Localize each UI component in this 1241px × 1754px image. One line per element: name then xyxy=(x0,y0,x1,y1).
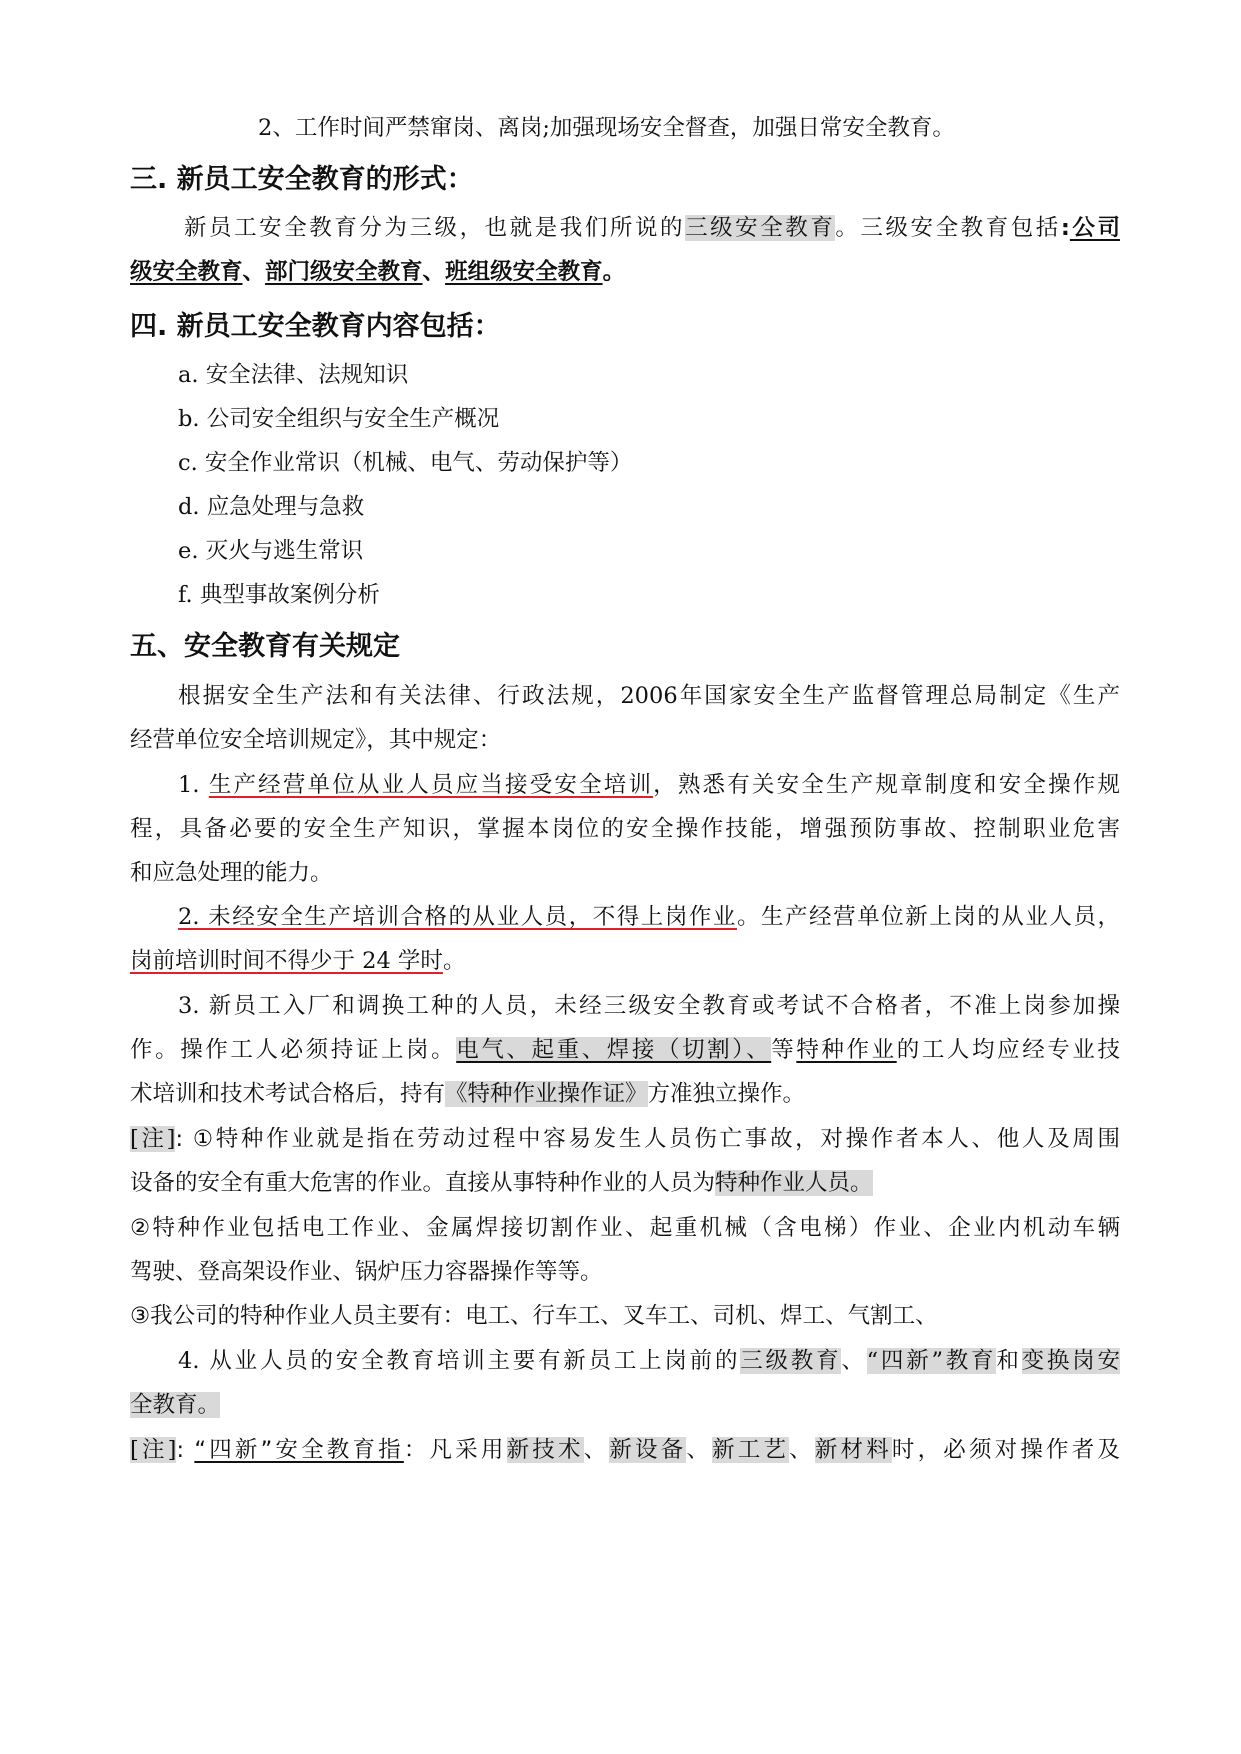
section-heading-5: 五、安全教育有关规定 xyxy=(130,631,400,662)
paragraph-line: 新员工安全教育分为三级，也就是我们所说的三级安全教育。三级安全教育包括:公司 xyxy=(184,215,1120,241)
paragraph-line: 4. 从业人员的安全教育培训主要有新员工上岗前的三级教育、“四新”教育和变换岗安 xyxy=(178,1348,1120,1374)
underlined-term: 特种作业 xyxy=(796,1037,897,1063)
paragraph-line: 作。操作工人必须持证上岗。电气、起重、焊接（切割）、等特种作业的工人均应经专业技 xyxy=(130,1037,1120,1063)
paragraph-line: 术培训和技术考试合格后，持有《特种作业操作证》方准独立操作。 xyxy=(130,1081,806,1107)
red-underlined-text: 岗前培训时间不得少于 24 学时 xyxy=(130,948,443,974)
highlight: 《特种作业操作证》 xyxy=(445,1081,648,1107)
note-line: [注]: ①特种作业就是指在劳动过程中容易发生人员伤亡事故，对操作者本人、他人及周围 xyxy=(130,1126,1121,1152)
note-line: ②特种作业包括电工作业、金属焊接切割作业、起重机械（含电梯）作业、企业内机动车辆 xyxy=(130,1215,1120,1241)
underlined-term: 公司 xyxy=(1069,215,1120,241)
paragraph-line: 经营单位安全培训规定》，其中规定： xyxy=(130,727,502,753)
note-tag: [注] xyxy=(130,1437,177,1463)
highlight: “四新”教育 xyxy=(866,1348,997,1374)
paragraph-line: 3. 新员工入厂和调换工种的人员，未经三级安全教育或考试不合格者，不准上岗参加操 xyxy=(178,993,1120,1019)
paragraph-line: 根据安全生产法和有关法律、行政法规，2006年国家安全生产监督管理总局制定《生产 xyxy=(178,683,1120,709)
highlight: 变换岗安 xyxy=(1021,1348,1120,1374)
highlight: 三级教育 xyxy=(740,1348,842,1374)
highlight: 电气、起重、焊接（切割）、 xyxy=(456,1037,772,1063)
paragraph-line: 2. 未经安全生产培训合格的从业人员，不得上岗作业。生产经营单位新上岗的从业人员， xyxy=(178,904,1120,930)
underlined-term: 级安全教育 xyxy=(130,259,243,285)
underlined-term: 部门级安全教育 xyxy=(265,259,423,285)
note-line: [注]: “四新”安全教育指：凡采用新技术、新设备、新工艺、新材料时，必须对操作者及 xyxy=(130,1437,1120,1463)
paragraph-line: 级安全教育、部门级安全教育、班组级安全教育。 xyxy=(130,259,626,285)
highlight: 新设备 xyxy=(609,1437,687,1463)
paragraph-line: 和应急处理的能力。 xyxy=(130,860,333,886)
underlined-term: 班组级安全教育 xyxy=(445,259,603,285)
paragraph-line xyxy=(130,1390,1120,1420)
paragraph-line: 2、工作时间严禁窜岗、离岗;加强现场安全督查，加强日常安全教育。 xyxy=(258,115,955,141)
underlined-term: “四新”安全教育指 xyxy=(194,1437,404,1463)
list-item: d. 应急处理与急救 xyxy=(178,494,365,520)
highlight: 特种作业人员。 xyxy=(715,1170,873,1196)
highlight: 三级安全教育 xyxy=(685,215,836,241)
highlight: 新技术 xyxy=(506,1437,584,1463)
section-heading-3: 三. 新员工安全教育的形式： xyxy=(130,164,474,195)
note-line: ③我公司的特种作业人员主要有：电工、行车工、叉车工、司机、焊工、气割工、 xyxy=(130,1303,938,1329)
section-heading-4: 四. 新员工安全教育内容包括： xyxy=(130,311,501,342)
paragraph-line: 岗前培训时间不得少于 24 学时。 xyxy=(130,948,466,974)
red-underlined-text: 2. 未经安全生产培训合格的从业人员，不得上岗作业 xyxy=(178,904,737,930)
note-line: 设备的安全有重大危害的作业。直接从事特种作业的人员为特种作业人员。 xyxy=(130,1170,873,1196)
list-item: f. 典型事故案例分析 xyxy=(178,582,380,608)
paragraph-line: 程，具备必要的安全生产知识，掌握本岗位的安全操作技能，增强预防事故、控制职业危害 xyxy=(130,816,1120,842)
list-item: c. 安全作业常识（机械、电气、劳动保护等） xyxy=(178,450,633,476)
list-item: e. 灭火与逃生常识 xyxy=(178,538,364,564)
red-underlined-text: 生产经营单位从业人员应当接受安全培训 xyxy=(208,772,654,798)
note-line: 驾驶、登高架设作业、锅炉压力容器操作等等。 xyxy=(130,1259,603,1285)
list-item: a. 安全法律、法规知识 xyxy=(178,362,409,388)
highlight: 全教育。 xyxy=(130,1392,221,1418)
highlight: 新材料 xyxy=(814,1437,892,1463)
highlight: 新工艺 xyxy=(712,1437,790,1463)
note-tag: [注] xyxy=(130,1126,176,1152)
list-item: b. 公司安全组织与安全生产概况 xyxy=(178,406,500,432)
paragraph-line: 1. 生产经营单位从业人员应当接受安全培训，熟悉有关安全生产规章制度和安全操作规 xyxy=(178,772,1120,798)
